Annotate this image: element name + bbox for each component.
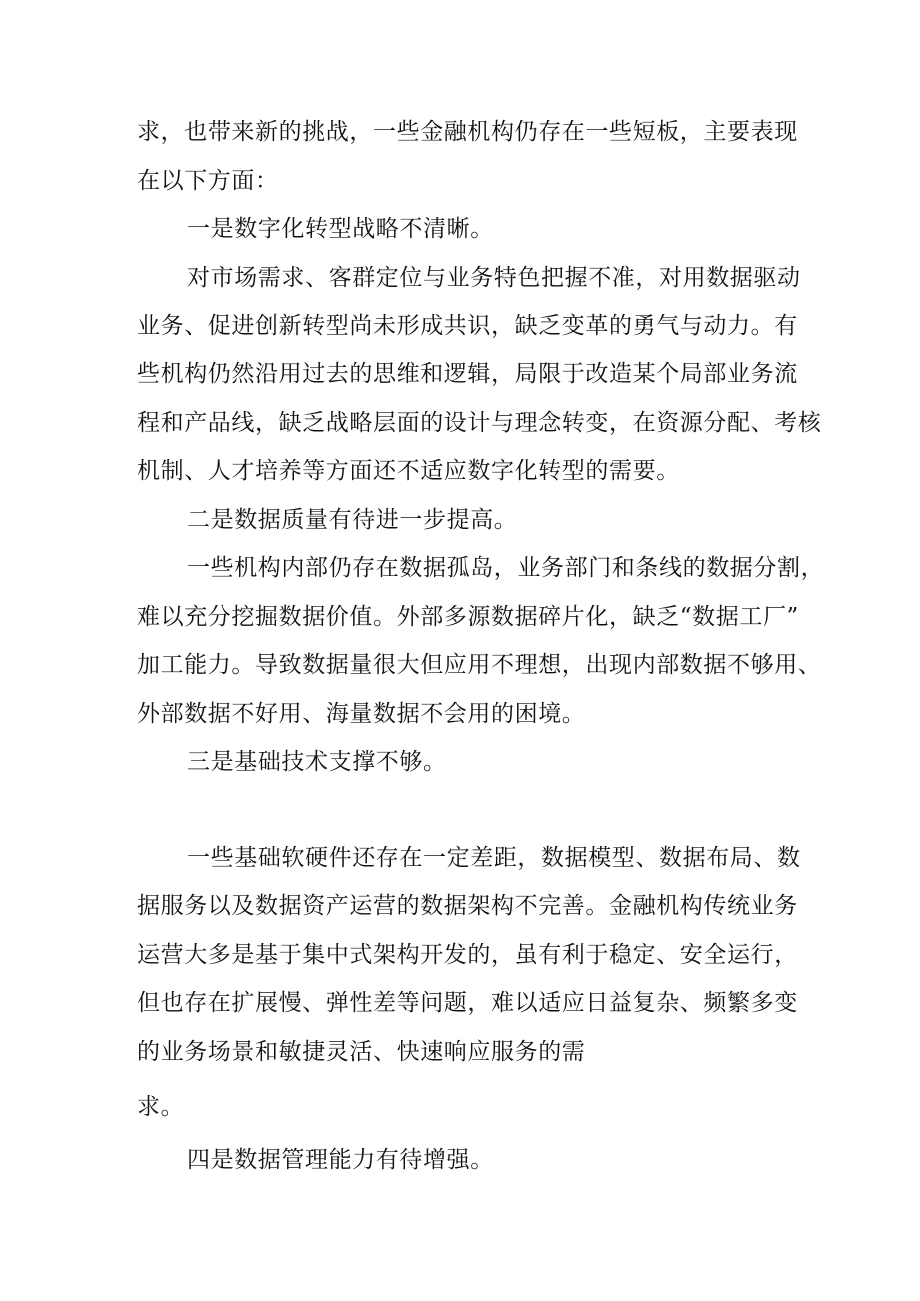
text-line: 对市场需求、客群定位与业务特色把握不准，对用数据驱动 (187, 265, 801, 291)
text-line: 一些机构内部仍存在数据孤岛，业务部门和条线的数据分割， (187, 555, 825, 581)
text-line: 求，也带来新的挑战，一些金融机构仍存在一些短板，主要表现 (137, 119, 798, 145)
text-line: 难以充分挖掘数据价值。外部多源数据碎片化，缺乏“数据工厂” (137, 604, 799, 630)
section-heading: 三是基础技术支撑不够。 (187, 749, 447, 775)
text-line: 加工能力。导致数据量很大但应用不理想，出现内部数据不够用、 (137, 652, 822, 678)
section-heading: 四是数据管理能力有待增强。 (187, 1147, 494, 1173)
text-line: 业务、促进创新转型尚未形成共识，缺乏变革的勇气与动力。有 (137, 313, 798, 339)
text-line: 程和产品线，缺乏战略层面的设计与理念转变，在资源分配、考核 (137, 410, 822, 436)
text-line: 外部数据不好用、海量数据不会用的困境。 (137, 701, 586, 727)
text-line: 据服务以及数据资产运营的数据架构不完善。金融机构传统业务 (137, 893, 798, 919)
text-line: 求。 (137, 1094, 185, 1120)
section-heading: 一是数字化转型战略不清晰。 (187, 216, 494, 242)
text-line: 些机构仍然沿用过去的思维和逻辑，局限于改造某个局部业务流 (137, 361, 798, 387)
text-line: 运营大多是基于集中式架构开发的，虽有利于稳定、安全运行， (137, 942, 798, 968)
text-line: 机制、人才培养等方面还不适应数字化转型的需要。 (137, 458, 680, 484)
text-line: 一些基础软硬件还存在一定差距，数据模型、数据布局、数 (187, 845, 801, 871)
text-line: 的业务场景和敏捷灵活、快速响应服务的需 (137, 1039, 586, 1065)
text-line: 但也存在扩展慢、弹性差等问题，难以适应日益复杂、频繁多变 (137, 990, 798, 1016)
text-line: 在以下方面： (137, 168, 279, 194)
section-heading: 二是数据质量有待进一步提高。 (187, 507, 518, 533)
